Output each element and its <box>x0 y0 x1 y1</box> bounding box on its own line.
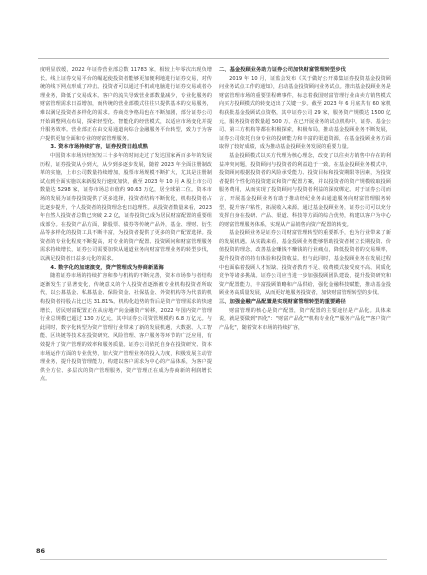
right-paragraph-2: 基金投顾模式以买方代理为核心理念，改变了以往卖方销售中存在的利益冲突问题，投资顾问与投资者的利益趋于一致。在基金投顾业务模式中，投资顾问根据投资者的风险承受能力、投资目标和投资期限等因素，为投资者提供个性化的投资建议和资产配置方案，并以投资者的资产规模收取投顾服务费用，从而实现了投资顾问与投资者利益的深度绑定。对于证券公司而言，开展基金投顾业务有助于推动经纪业务由通道服务向财富管理服务转型，提升客户粘性，拓展收入来源。通过基金投顾业务，证券公司可以充分发挥自身在投研、产品、渠道、科技等方面的综合优势，构建以客户为中心的财富管理服务体系，实现从产品销售向资产配置的转变。 <box>219 152 391 228</box>
section-heading-3: 3. 资本市场持续扩容，证券投资日趋成熟 <box>50 144 148 151</box>
right-paragraph-3: 基金投顾业务是证券公司财富管理转型的重要抓手，也为行业带来了新的发展机遇。从实践来看，基金投顾业务能够帮助投资者树立长期投资、价值投资的理念，改善基金赚钱不赚钱的行业痛点，降低投资者的交易频率，提升投资者的持有体验和投资收益。但与此同时，基金投顾业务在发展过程中也面临着投顾人才短缺、投资者教育不足、收费模式接受度不高、同质化竞争等诸多挑战。证券公司应当进一步加强投顾团队建设，提升投资研究和资产配置能力，丰富投顾策略和产品供给，强化金融科技赋能，推动基金投顾业务高质量发展，从而更好地服务投资者，加快财富管理转型的步伐。 <box>219 230 391 297</box>
left-column <box>40 66 212 384</box>
page-number: 86 <box>36 547 46 555</box>
right-paragraph-4: 财富管理的核心是资产配置，资产配置的主要途径是产品化。具体来说，就是要做到"四化"："财富产品化""机构专业化""服务产品化""客户资产产品化"，随着资本市场的持续扩容， <box>219 307 391 331</box>
section-heading-two: 二、基金投顾业务助力证券公司加快财富管理转型步伐 <box>219 67 346 73</box>
left-paragraph-1: 度明显放缓，2022 年证券营业部总数 11783 家，相较上年零次出现负增长。线上证券交易平台的崛起使投资者能够更加便利地进行证券交易，对传统的线下网点形成了冲击。投资者可以通过手机或电脑进行证券交易或者办理业务，降低了交易成本。客户的流失导致营业部数量减少，专业化服务的财富管理需求日益增加，而传统的营业部模式往往只提供基本的交易服务，难以满足投资者多样化的需求。券商竞争格局也在不断加剧，部分证券公司开始调整网点布局，探索轻型化、智能化的经营模式，以适应市场变化并提升服务效率。营业部正在由交易通道向综合金融服务平台转型，致力于为客户提供更加全面和专业的财富管理服务。 <box>40 67 212 142</box>
right-paragraph-1: 2019 年 10 月，证监会发布《关于做好公开募集证券投资基金投资顾问业务试点工作的通知》，启动基金投资顾问业务试点。推出基金投顾业务是财富管理市场的重要里程碑事件，标志着我国财富管理行业由卖方销售模式向买方投顾模式的转变迈出了关键一步。截至 2023 年 6 月底共有 60 家机构获批基金投顾试点资格，其中证券公司 29 家，服务资产规模达 1500 亿元，服务投资者数量超 500 万。在已开展业务的试点机构中，证券、基金公司、第三方机构等都在积极探索，积极布局，推动基金投顾业务不断发展，证券公司依托自身专业的投研能力和丰富的渠道资源，在基金投顾业务方面取得了较好成绩，成为推动基金投顾业务发展的重要力量。 <box>219 75 391 151</box>
section-heading-4: 4. 数字化的加速演变，资产管理成为券商新蓝海 <box>50 264 164 271</box>
left-paragraph-3: 随着证券市场的持续扩容和参与机构的不断完善，资本市场参与者结构逐渐发生了显著变化，传统意义的个人投资者逐渐被专业机构投资者所取代，以公募基金、私募基金、保险资金、社保基金、外资机构等为代表的机构投资者持股占比已达 31.81%。机构化趋势的背后是资产管理需求的快速增长，居民财富配置正在从房地产向金融资产转移，2022 年国内资产管理行业总规模已超过 130 万亿元，其中证券公司资管规模约 6.8 万亿元。与此同时，数字化转型为资产管理行业带来了新的发展机遇，大数据、人工智能、区块链等技术在投资研究、风险管理、客户服务等环节的广泛应用，有效提升了资产管理的效率和服务质量。证券公司依托自身在投资研究、资本市场运作方面的专业优势，加大资产管理业务的投入力度，积极发展主动管理业务，提升投资管理能力，构建以客户需求为中心的产品体系，为客户提供全方位、多层次的资产管理服务，资产管理正在成为券商新的利润增长点。 <box>40 273 212 383</box>
right-column <box>219 66 391 332</box>
bottom-rule <box>40 559 387 560</box>
top-rule <box>38 58 389 59</box>
left-paragraph-2: 中国资本市场历经短短三十多年的时间走过了发达国家两百多年的发展历程，证券投资从小到大，从少到多逐步发展，随着 2023 年全面注册制改革的实施，上市公司数量持续增加，股票市场规模不断扩大，尤其是注册制试点到全面实施以来新股发行速度加快，截至 2023 年 10 月 A 股上市公司数量达 5298 家，证券市场总市值约 90.63 万亿，居全球第二位。资本市场的发展为证券投资提供了更多选择，投资者结构不断优化，机构投资者占比逐步提升，个人投资者的投资理念也日趋理性。从投资者数量来看，2023 年自然人投资者总数已突破 2.2 亿，证券投资已成为居民财富配置的重要组成部分。在投资产品方面，除股票、债券等传统产品外，基金、理财、衍生品等多样化的投资工具不断丰富，为投资者提供了更多的资产配置选择。投资者的专业化程度不断提高，对专业的资产配置、投资顾问和财富管理服务需求持续增长，证券公司需要加快从通道业务向财富管理业务的转型步伐，以满足投资者日益多元化的需求。 <box>40 152 212 263</box>
section-heading-three: 三、加强金融产品配置是实现财富管理转型的重要路径 <box>219 299 346 306</box>
